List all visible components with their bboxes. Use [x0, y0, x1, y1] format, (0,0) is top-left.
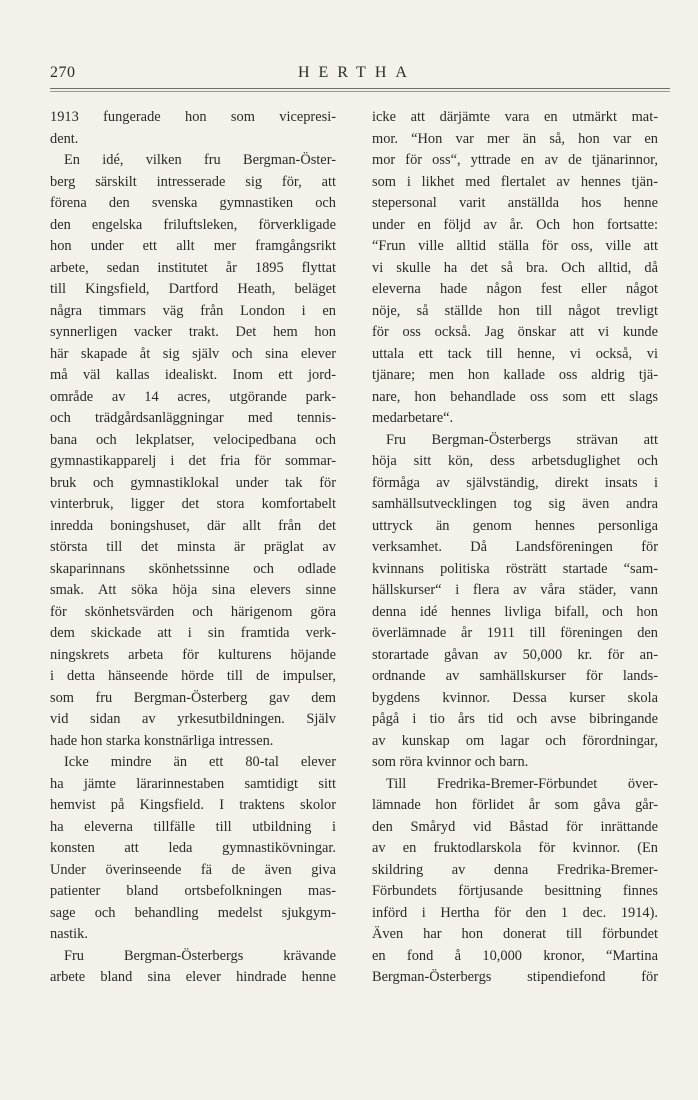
- text-line: gymnastikapparelj i det fria för sommar-: [50, 453, 336, 469]
- text-line: arbete, sedan institutet år 1895 flyttat: [50, 259, 336, 276]
- text-line: arbete bland sina elever hindrade henne: [50, 969, 336, 985]
- text-line: storartade gåvan av 50,000 kr. för an-: [372, 646, 658, 663]
- right-text-column: [372, 107, 658, 989]
- text-line: inredda boningshuset, där allt från det: [50, 517, 336, 534]
- text-line: En idé, vilken fru Bergman-Öster-: [64, 152, 336, 168]
- page-header: [50, 60, 670, 90]
- text-line: Under överinseende fä de även giva: [50, 861, 336, 878]
- text-line: ha jämte lärarinnestaben samtidigt sitt: [50, 775, 336, 792]
- text-line: skaparinnans skönhetssinne och odlade: [50, 560, 336, 577]
- text-line: kvinnans politiska rösträtt startade “sam-: [372, 560, 658, 577]
- text-line: den engelska friluftsleken, förverkligade: [50, 216, 336, 233]
- text-line: Till Fredrika-Bremer-Förbundet över-: [386, 775, 658, 792]
- text-line: förmåga av självständig, direkt insats i: [372, 474, 658, 491]
- text-line: hade hon starka konstnärliga intressen.: [50, 732, 274, 749]
- text-line: hällskurser“ i flera av våra städer, vann: [372, 582, 658, 598]
- text-line: under en följd av år. Och hon fortsatte:: [372, 216, 658, 233]
- text-line: stepersonal varit anställda hos henne: [372, 195, 658, 211]
- text-line: nare, hon behandlade oss som ett slags: [372, 388, 658, 405]
- text-line: bruk och gymnastiklokal under tak för: [50, 474, 336, 491]
- text-line: för oss också. Jag önskar att vi kunde: [372, 324, 658, 340]
- text-line: smak. Att söka höja sina elevers sinne: [50, 582, 336, 598]
- text-line: som röra kvinnor och barn.: [372, 754, 529, 770]
- text-line: uttryck än genom hennes personliga: [372, 517, 658, 534]
- text-line: må väl kallas idealiskt. Inom ett jord-: [50, 367, 336, 383]
- text-line: verksamhet. Då Landsföreningen för: [372, 539, 658, 555]
- header-rule-secondary: [50, 91, 670, 92]
- text-line: bana och lekplatser, velocipedbana och: [50, 431, 336, 448]
- text-line: dem skickade att i sin framtida verk-: [50, 625, 336, 641]
- text-line: höja sitt kön, dess arbetsduglighet och: [372, 453, 658, 469]
- text-line: den Småryd vid Båstad för inrättande: [372, 818, 658, 835]
- text-line: uttala ett tack till henne, vi också, vi: [372, 345, 658, 362]
- running-title: HERTHA: [298, 64, 416, 81]
- header-rule: [50, 88, 670, 89]
- text-line: som i likhet med flertalet av hennes tjän-: [372, 173, 658, 190]
- text-line: icke att därjämte vara en utmärkt mat-: [372, 109, 658, 125]
- text-line: i detta hänseende hörde till de impulser,: [50, 668, 336, 684]
- text-line: “Frun ville alltid ställa för oss, ville att: [372, 238, 658, 254]
- text-line: dent.: [50, 130, 79, 147]
- text-line: hon under ett allt mer framgångsrikt: [50, 238, 336, 254]
- text-line: vid sidan av yrkesutbildningen. Själv: [50, 711, 336, 727]
- text-line: Fru Bergman-Österbergs krävande: [64, 947, 336, 964]
- text-line: för skönhetsvärden och härigenom göra: [50, 603, 336, 620]
- text-line: en fond å 10,000 kronor, “Martina: [372, 947, 658, 964]
- text-line: eleverna hade någon fest eller något: [372, 281, 658, 297]
- text-line: här skapade åt sig själv och sina elever: [50, 345, 336, 362]
- text-line: mor. “Hon var mer än så, hon var en: [372, 130, 658, 147]
- text-line: införd i Hertha för den 1 dec. 1914).: [372, 904, 658, 921]
- text-line: denna idé hennes livliga bifall, och hon: [372, 603, 658, 620]
- text-line: ordnande av samhällskurser för lands-: [372, 668, 658, 684]
- text-line: som fru Bergman-Österberg gav dem: [50, 689, 336, 706]
- text-line: några timmars väg från London i en: [50, 302, 336, 319]
- text-line: ningskrets arbeta för kulturens höjande: [50, 646, 336, 663]
- text-line: berg särskilt intresserade sig för, att: [50, 173, 336, 190]
- text-line: till Kingsfield, Dartford Heath, beläget: [50, 281, 336, 297]
- text-line: Bergman-Österbergs stipendiefond för: [372, 969, 658, 985]
- text-line: pågå i tio års tid och avse bibringande: [372, 711, 658, 727]
- text-line: samhällsutvecklingen tog sig även andra: [372, 496, 658, 512]
- text-line: Fru Bergman-Österbergs strävan att: [386, 431, 658, 448]
- left-text-column: [50, 107, 336, 989]
- text-line: och trädgårdsanläggningar med tennis-: [50, 410, 336, 426]
- text-line: nastik.: [50, 926, 88, 942]
- text-line: bygdens kvinnor. Dessa kurser skola: [372, 689, 658, 706]
- text-line: av kunskap om lagar och förordningar,: [372, 732, 658, 749]
- text-line: förena den svenska gymnastiken och: [50, 195, 336, 211]
- text-line: område av 14 acres, utgörande park-: [50, 388, 336, 405]
- text-line: konsten att leda gymnastikövningar.: [50, 840, 336, 856]
- text-line: nöje, så ställde hon till något trevligt: [372, 302, 658, 319]
- text-line: av en fruktodlarskola för kvinnor. (En: [372, 840, 658, 856]
- text-line: skildring av denna Fredrika-Bremer-: [372, 861, 658, 878]
- text-line: vinterbruk, ligger det stora komfortabelt: [50, 496, 336, 512]
- text-line: lämnade hon förlidet år som gåva går-: [372, 797, 658, 813]
- text-line: synnerligen vacker trakt. Det hem hon: [50, 324, 336, 340]
- page-number: 270: [50, 64, 76, 81]
- text-line: hemvist på Kingsfield. I traktens skolor: [50, 797, 336, 813]
- text-line: mor för oss“, yttrade en av de tjänarinnor,: [372, 152, 658, 168]
- text-line: överlämnade år 1911 till föreningen den: [372, 625, 658, 641]
- text-line: medarbetare“.: [372, 410, 454, 426]
- text-line: största till det minsta är präglat av: [50, 539, 336, 555]
- text-line: Även har hon donerat till förbundet: [372, 926, 658, 942]
- text-line: Förbundets förtjusande besittning finnes: [372, 883, 658, 899]
- text-line: tjänare; men hon kallade oss aldrig tjä-: [372, 367, 658, 383]
- text-line: sage och behandling medelst sjukgym-: [50, 904, 336, 921]
- text-line: 1913 fungerade hon som vicepresi-: [50, 109, 336, 125]
- text-line: vi skulle ha det så bra. Och alltid, då: [372, 259, 658, 276]
- text-line: Icke mindre än ett 80-tal elever: [64, 754, 336, 770]
- text-line: ha eleverna tillfälle till utbildning i: [50, 818, 336, 835]
- text-line: patienter bland ortsbefolkningen mas-: [50, 883, 336, 899]
